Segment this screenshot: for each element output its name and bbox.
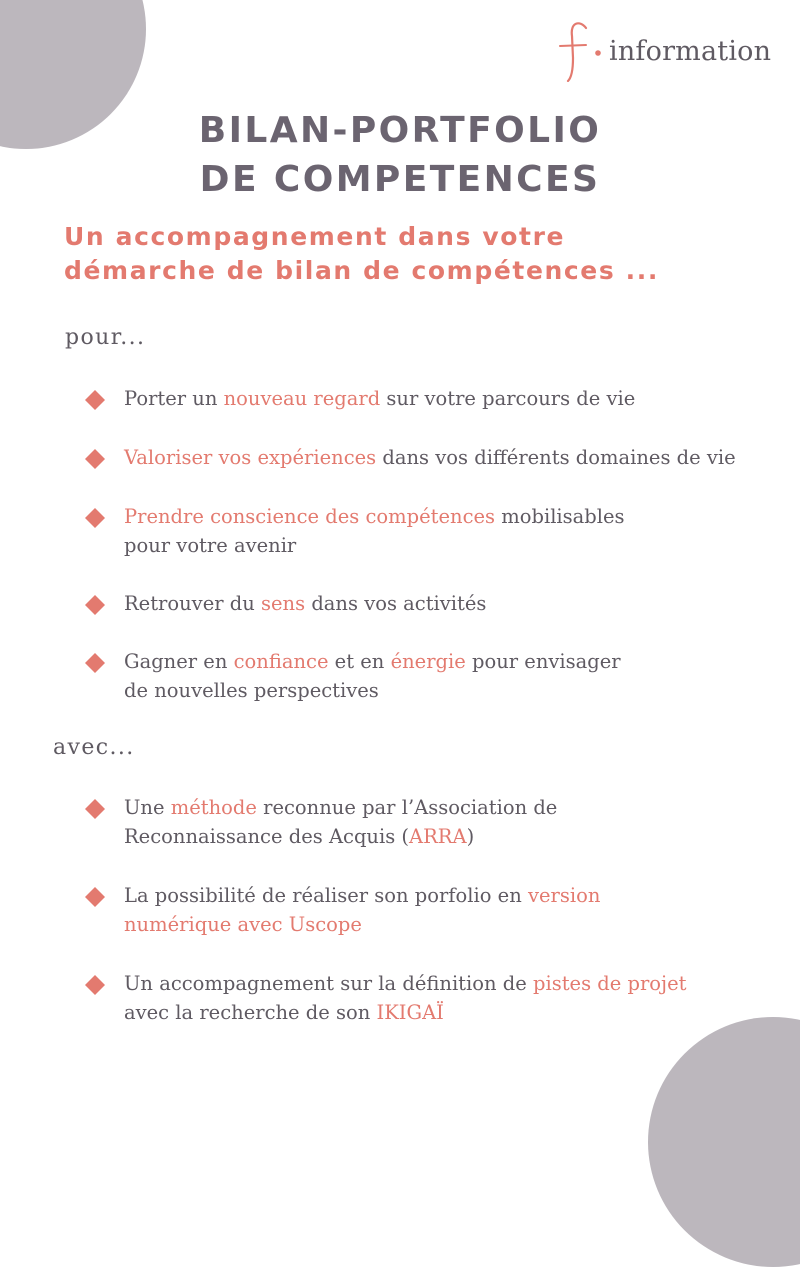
logo-f-mark — [556, 18, 606, 82]
title-line-2: DE COMPETENCES — [199, 159, 601, 200]
section-label-avec: avec... — [53, 735, 135, 760]
decorative-circle-bottom-right — [648, 1017, 800, 1267]
diamond-bullet-icon — [85, 799, 105, 819]
subtitle-line-2: démarche de bilan de compétences ... — [64, 256, 659, 285]
page-title — [0, 106, 800, 204]
diamond-bullet-icon — [85, 508, 105, 528]
section-label-pour: pour... — [65, 325, 146, 350]
diamond-bullet-icon — [85, 887, 105, 907]
logo — [556, 18, 788, 82]
title-line-1: BILAN-PORTFOLIO — [198, 110, 602, 151]
diamond-bullet-icon — [85, 595, 105, 615]
subtitle — [64, 220, 659, 288]
diamond-bullet-icon — [85, 390, 105, 410]
subtitle-line-1: Un accompagnement dans votre — [64, 222, 566, 251]
diamond-bullet-icon — [85, 653, 105, 673]
logo-text: information — [609, 36, 772, 67]
diamond-bullet-icon — [85, 449, 105, 469]
diamond-bullet-icon — [85, 975, 105, 995]
